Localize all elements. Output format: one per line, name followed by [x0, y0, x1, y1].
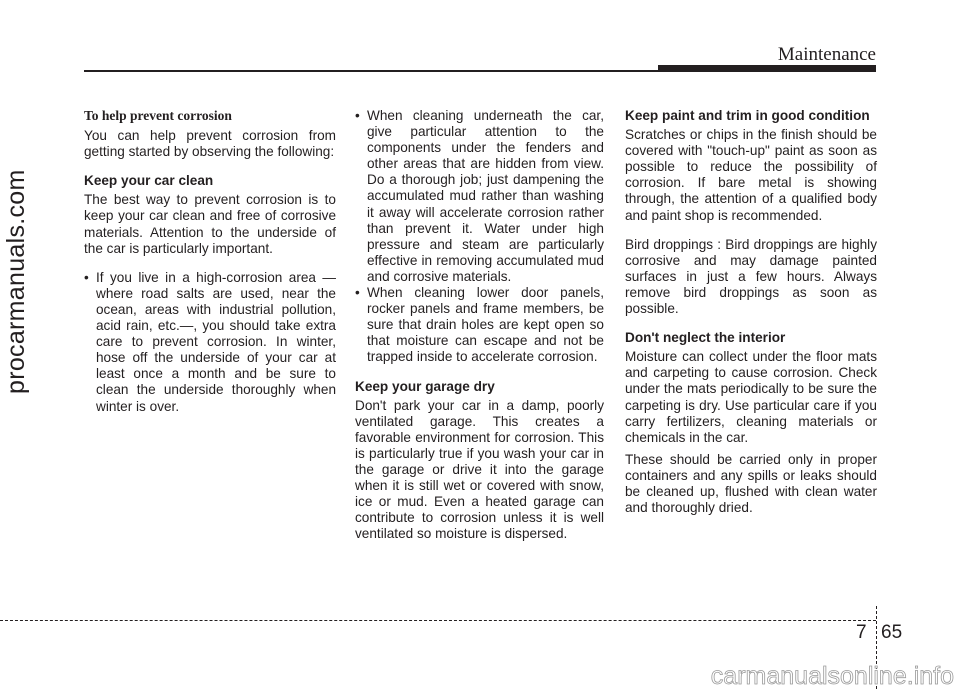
subheading-interior: Don't neglect the interior — [625, 330, 786, 346]
column-3 — [625, 108, 877, 516]
intro-paragraph: You can help prevent corrosion from getting started by observing the following: — [84, 128, 336, 160]
paragraph-interior-moisture: Moisture can collect under the floor mats and carpeting to cause corrosion. Check under the mats periodically to be sure the carpeting is dry. Use particular care if you carry fertilizers, cleaning materials or chemicals in the car. — [625, 349, 877, 445]
bullet-high-corrosion-area: • If you live in a high-corrosion area — where road salts are used, near the ocean, areas with industrial pollution, acid rain, etc.—, you should take extra care to prevent corrosion. In winter, hose off the underside of your car at least once a month and be sure to clean the underside thoroughly when winter is over. — [84, 270, 336, 415]
column-2 — [355, 108, 604, 542]
header-rule — [84, 70, 660, 72]
paragraph-bird-droppings: Bird droppings : Bird droppings are highly corrosive and may damage painted surfaces in just a few hours. Always remove bird droppings as soon as possible. — [625, 236, 877, 317]
paragraph-keep-garage-dry: Don't park your car in a damp, poorly ventilated garage. This creates a favorable environment for corrosion. This is particularly true if you wash your car in the garage or drive it into the garage when it is still wet or covered with snow, ice or mud. Even a heated garage can contribute to corrosion unless it is well ventilated so moisture is dispersed. — [355, 397, 604, 542]
subheading-paint-and-trim: Keep paint and trim in good condition — [625, 108, 870, 123]
chapter-number: 7 — [856, 622, 867, 643]
bottom-watermark: carmanualsonline.info — [710, 662, 954, 690]
paragraph-interior-containers: These should be carried only in proper containers and any spills or leaks should be cleaned up, flushed with clean water and thoroughly dried. — [625, 451, 877, 516]
paragraph-keep-car-clean: The best way to prevent corrosion is to keep your car clean and free of corrosive materials. Attention to the underside of the car is particularly important. — [84, 192, 336, 256]
footer-rule — [0, 620, 876, 621]
paragraph-paint-and-trim: Scratches or chips in the finish should be covered with "touch-up" paint as soon as possible to reduce the possibility of corrosion. If bare metal is showing through, the attention of a qualified body and paint shop is recommended. — [625, 127, 877, 223]
subheading-keep-garage-dry: Keep your garage dry — [355, 378, 495, 394]
subheading-keep-car-clean: Keep your car clean — [84, 173, 214, 189]
column-1 — [84, 108, 336, 415]
bullet-lower-door-panels: • When cleaning lower door panels, rocker panels and frame members, be sure that drain holes are kept open so that moisture can escape and not be trapped inside to accelerate corrosion. — [355, 285, 604, 365]
section-title: Maintenance — [777, 44, 876, 65]
section-heading: To help prevent corrosion — [84, 108, 232, 123]
bullet-cleaning-underneath: • When cleaning underneath the car, give particular attention to the components under the fenders and other areas that are hidden from view. Do a thorough job; just dampening the accumulated mud rather than washing it away will accelerate corrosion rather than prevent it. Water under high pressure and steam are particularly effective in removing accumulated mud and corrosive materials. — [355, 108, 604, 285]
side-watermark: procarmanuals.com — [2, 169, 30, 394]
page-number: 65 — [881, 622, 903, 643]
header-rule-accent — [658, 65, 876, 72]
